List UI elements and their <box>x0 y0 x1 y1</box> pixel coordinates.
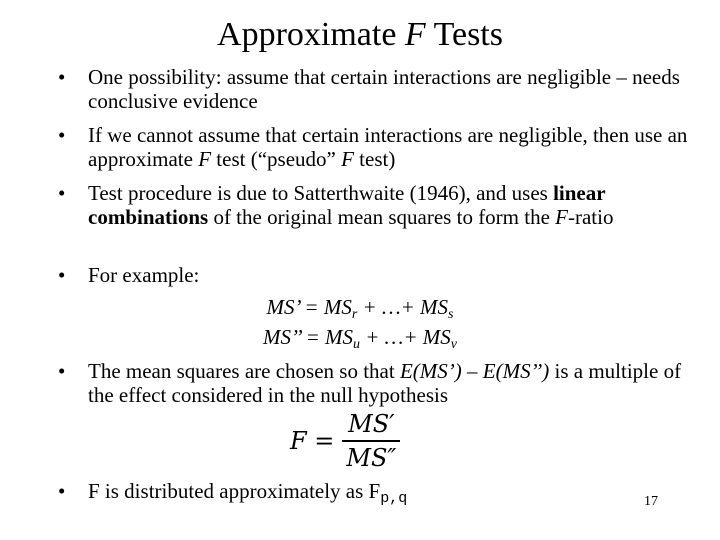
title-text-end: Tests <box>425 16 503 53</box>
bullet-3-f: F <box>555 204 568 229</box>
eq1-sub: r <box>351 307 358 322</box>
formula-denominator: MS″ <box>342 440 400 472</box>
bullet-6-subscript: p,q <box>380 490 408 507</box>
bullet-4: For example: <box>88 263 200 287</box>
title-text: Approximate <box>217 16 405 53</box>
bullet-2-text: test) <box>353 146 396 171</box>
bullet-2-text: If we cannot assume that certain interactions are negligible, then use an approximate <box>88 123 688 171</box>
equation-1 <box>0 296 720 320</box>
bullet-2-f: F <box>341 146 354 171</box>
page-number: 17 <box>644 494 658 509</box>
bullet-3-text: -ratio <box>568 204 614 229</box>
bullet-1: One possibility: assume that certain interactions are negligible – needs conclusive evidence <box>88 65 680 113</box>
eq2-text: + …+ MS <box>360 325 451 349</box>
bullet-3-text: Test procedure is due to Satterthwaite (1946), and uses <box>88 181 554 205</box>
bullet-5-expression: E(MS’) – E(MS’’) <box>399 359 550 383</box>
slide-title <box>0 14 720 56</box>
eq1-sub: s <box>448 307 454 322</box>
bullet-3-bold: linear combinations <box>88 181 606 229</box>
eq1-text: + …+ MS <box>357 295 449 319</box>
bullet-dot: • <box>58 181 66 205</box>
bullet-6-text: F is distributed approximately as F <box>88 479 381 503</box>
formula-lhs: F = <box>290 427 335 455</box>
bullet-3-text: of the original mean squares to form the <box>208 204 556 229</box>
bullet-6 <box>88 480 688 511</box>
bullet-dot: • <box>58 123 66 147</box>
bullet-dot: • <box>58 263 66 287</box>
bullet-dot: • <box>58 359 66 383</box>
eq2-sub: v <box>450 337 457 352</box>
equation-2 <box>0 326 720 350</box>
formula-fraction <box>342 410 400 472</box>
formula-numerator: MS′ <box>348 410 395 438</box>
bullet-dot: • <box>58 479 66 503</box>
bullet-dot: • <box>58 65 66 89</box>
f-ratio-formula <box>290 410 400 472</box>
title-f: F <box>404 16 426 53</box>
eq2-text: MS’’ = MS <box>263 325 353 349</box>
bullet-2 <box>88 124 688 171</box>
bullet-2-text: test (“pseudo” <box>211 146 342 171</box>
bullet-3 <box>88 182 688 229</box>
bullet-5-text: The mean squares are chosen so that <box>88 359 400 383</box>
bullet-2-f: F <box>198 146 212 171</box>
eq2-sub: u <box>353 337 360 352</box>
bullet-5-text: is a multiple of the effect considered in the null hypothesis <box>88 359 682 407</box>
eq1-text: MS’ = MS <box>266 295 352 319</box>
bullet-5 <box>88 360 688 407</box>
